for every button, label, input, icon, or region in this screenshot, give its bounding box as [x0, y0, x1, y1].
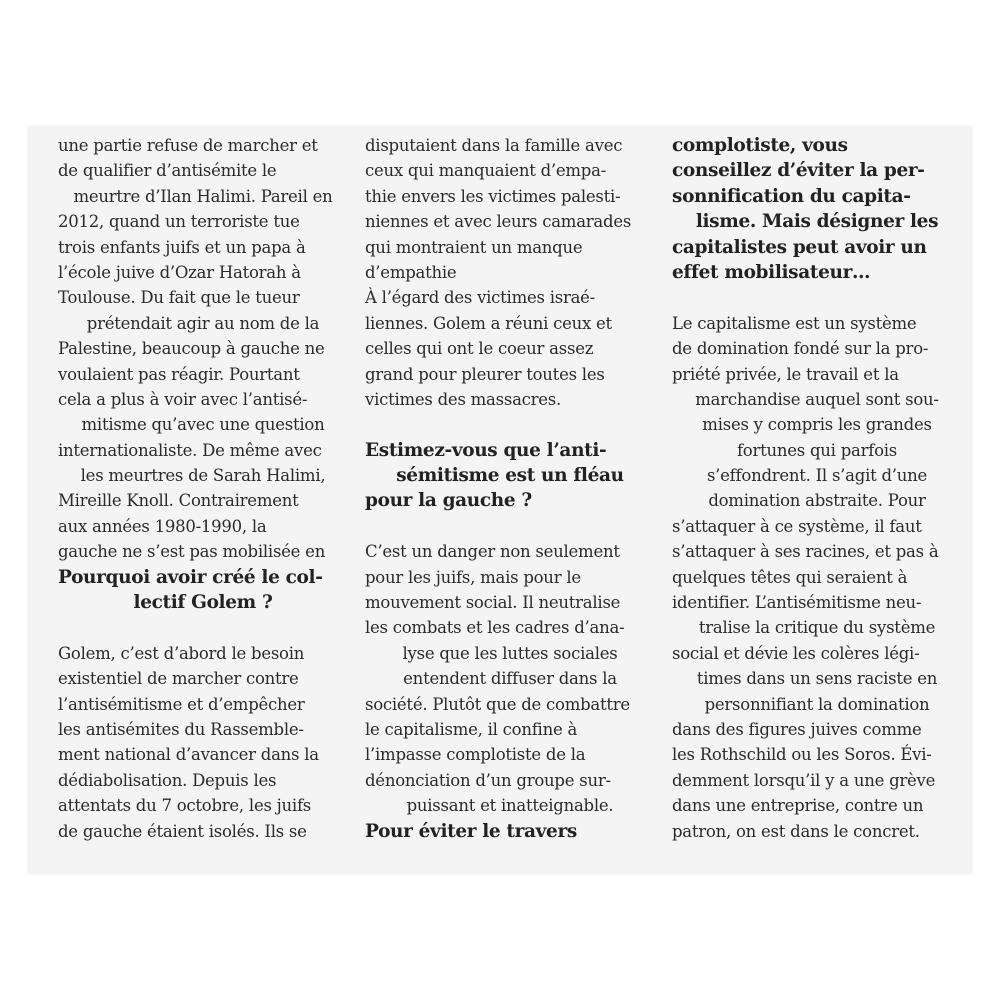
- question-heading-line: Pourquoi avoir créé le col-: [58, 566, 323, 588]
- body-text-line: dans une entreprise, contre un: [672, 796, 924, 816]
- body-text-line: Palestine, beaucoup à gauche ne: [58, 339, 325, 359]
- body-text-line: marchandise auquel sont sou-: [695, 389, 939, 409]
- body-text-line: ceux qui manquaient d’empa-: [365, 161, 607, 181]
- body-text-line: société. Plutôt que de combattre: [365, 694, 630, 714]
- question-heading-line: lectif Golem ?: [133, 592, 273, 614]
- body-text-line: qui montraient un manque: [365, 237, 583, 257]
- body-text-line: Toulouse. Du fait que le tueur: [58, 288, 300, 308]
- body-text-line: 2012, quand un terroriste tue: [58, 212, 300, 232]
- body-text-line: prétendait agir au nom de la: [86, 313, 320, 333]
- body-text-line: identifier. L’antisémitisme neu-: [672, 593, 922, 613]
- body-text-line: priété privée, le travail et la: [672, 364, 899, 384]
- body-text-line: l’impasse complotiste de la: [365, 745, 586, 765]
- body-text-line: de qualifier d’antisémite le: [58, 161, 277, 181]
- body-text-line: grand pour pleurer toutes les: [365, 364, 605, 384]
- article-page: [28, 126, 972, 874]
- body-text-line: aux années 1980-1990, la: [58, 516, 267, 536]
- question-heading-line: conseillez d’éviter la per-: [672, 160, 925, 182]
- body-text-line: les Rothschild ou les Soros. Évi-: [672, 745, 932, 765]
- body-text-line: une partie refuse de marcher et: [58, 136, 318, 155]
- body-text-line: celles qui ont le coeur assez: [365, 339, 594, 359]
- body-text-line: s’effondrent. Il s’agit d’une: [706, 466, 928, 486]
- body-text-line: Mireille Knoll. Contrairement: [58, 491, 299, 511]
- question-heading-line: lisme. Mais désigner les: [695, 211, 939, 233]
- body-text-line: entendent diffuser dans la: [403, 669, 617, 689]
- body-text-line: cela a plus à voir avec l’antisé-: [58, 389, 308, 409]
- article-column-3: [672, 133, 962, 844]
- question-heading-line: Estimez-vous que l’anti-: [365, 439, 607, 461]
- body-text-line: liennes. Golem a réuni ceux et: [365, 313, 612, 333]
- body-text-line: s’attaquer à ce système, il faut: [672, 516, 922, 536]
- body-text-line: C’est un danger non seulement: [365, 542, 620, 562]
- body-text-line: lyse que les luttes sociales: [402, 643, 618, 663]
- body-text-line: dédiabolisation. Depuis les: [58, 770, 277, 790]
- body-text-line: demment lorsqu’il y a une grève: [672, 770, 936, 790]
- paragraph-gap: [58, 615, 348, 640]
- body-text-line: fortunes qui parfois: [736, 440, 898, 460]
- body-text-line: puissant et inatteignable.: [406, 796, 614, 816]
- body-text-line: les meurtres de Sarah Halimi,: [80, 466, 326, 486]
- body-text-line: l’antisémitisme et d’empêcher: [58, 694, 305, 714]
- body-text-line: gauche ne s’est pas mobilisée en: [58, 542, 326, 562]
- article-column-2: [365, 133, 655, 844]
- body-text-line: personnifiant la domination: [704, 694, 930, 714]
- body-text-line: de domination fondé sur la pro-: [672, 339, 929, 359]
- body-text-line: À l’égard des victimes israé-: [365, 288, 596, 308]
- body-text-line: thie envers les victimes palesti-: [365, 186, 621, 206]
- paragraph-gap: [365, 412, 655, 437]
- body-text-line: voulaient pas réagir. Pourtant: [58, 364, 300, 384]
- paragraph-gap: [365, 514, 655, 539]
- body-text-line: disputaient dans la famille avec: [365, 136, 623, 155]
- question-heading-line: sonnification du capita-: [672, 185, 911, 207]
- body-text-line: meurtre d’Ilan Halimi. Pareil en: [73, 186, 333, 206]
- body-text-line: existentiel de marcher contre: [58, 669, 299, 689]
- body-text-line: patron, on est dans le concret.: [672, 821, 920, 841]
- question-heading-line: Pour éviter le travers: [365, 820, 577, 842]
- body-text-line: pour les juifs, mais pour le: [365, 567, 581, 587]
- body-text-line: times dans un sens raciste en: [696, 669, 938, 689]
- body-text-line: dans des figures juives comme: [672, 719, 922, 739]
- body-text-line: Le capitalisme est un système: [672, 313, 917, 333]
- body-text-line: mitisme qu’avec une question: [81, 415, 325, 435]
- body-text-line: niennes et avec leurs camarades: [365, 212, 632, 232]
- body-text-line: mises y compris les grandes: [702, 415, 932, 435]
- question-heading-line: capitalistes peut avoir un: [672, 236, 927, 258]
- body-text-line: de gauche étaient isolés. Ils se: [58, 821, 307, 841]
- body-text-line: le capitalisme, il confine à: [365, 719, 578, 739]
- body-text-line: dénonciation d’un groupe sur-: [365, 770, 611, 790]
- question-heading-line: pour la gauche ?: [365, 490, 532, 512]
- body-text-line: victimes des massacres.: [365, 389, 562, 409]
- body-text-line: les antisémites du Rassemble-: [58, 719, 304, 739]
- body-text-line: s’attaquer à ses racines, et pas à: [672, 542, 939, 562]
- body-text-line: les combats et les cadres d’ana-: [365, 618, 625, 638]
- body-text-line: ment national d’avancer dans la: [58, 745, 319, 765]
- question-heading-line: sémitisme est un fléau: [396, 465, 624, 487]
- body-text-line: trois enfants juifs et un papa à: [58, 237, 306, 257]
- body-text-line: domination abstraite. Pour: [708, 491, 926, 511]
- body-text-line: internationaliste. De même avec: [58, 440, 322, 460]
- paragraph-gap: [672, 285, 962, 310]
- question-heading-line: complotiste, vous: [672, 135, 848, 156]
- question-heading-line: effet mobilisateur…: [672, 261, 871, 283]
- body-text-line: tralise la critique du système: [698, 618, 936, 638]
- body-text-line: quelques têtes qui seraient à: [672, 567, 908, 587]
- body-text-line: attentats du 7 octobre, les juifs: [58, 796, 312, 816]
- body-text-line: Golem, c’est d’abord le besoin: [58, 643, 305, 663]
- article-column-1: [58, 133, 348, 844]
- body-text-line: mouvement social. Il neutralise: [365, 593, 621, 613]
- body-text-line: social et dévie les colères légi-: [672, 643, 920, 663]
- body-text-line: d’empathie: [365, 262, 457, 282]
- body-text-line: l’école juive d’Ozar Hatorah à: [58, 262, 301, 282]
